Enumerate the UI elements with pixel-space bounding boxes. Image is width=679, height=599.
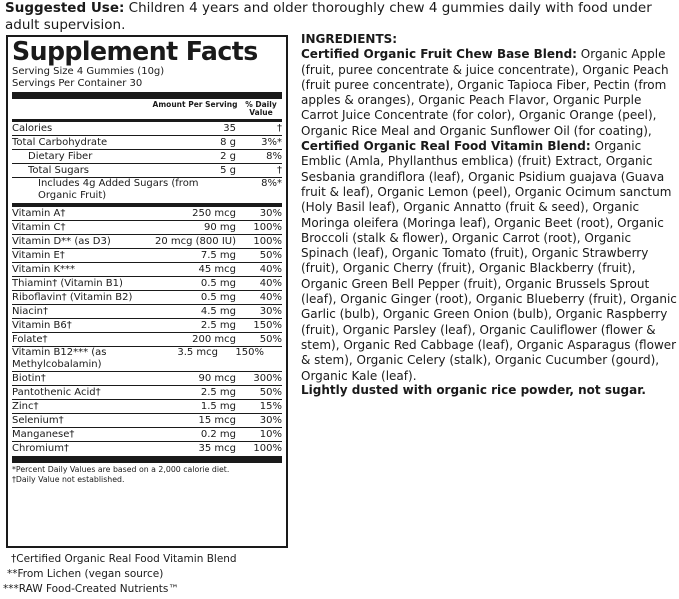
row-name: Folate†: [12, 334, 48, 345]
facts-row-vitamin-b12: [12, 346, 282, 371]
facts-row-total-sugars: [12, 163, 282, 177]
vitamin-blend-label: Certified Organic Real Food Vitamin Blend:: [301, 139, 591, 154]
row-dv: 3%*: [261, 137, 282, 148]
row-dv: 40%: [259, 264, 282, 275]
ingredients-heading: INGREDIENTS:: [301, 32, 398, 46]
supplement-facts-title: Supplement Facts: [12, 37, 258, 67]
row-dv: 40%: [259, 292, 282, 303]
row-name: Calories: [12, 123, 53, 134]
row-name: Riboflavin† (Vitamin B2): [12, 292, 133, 303]
facts-row-total-carbohydrate: [12, 135, 282, 149]
ingredients-block: [301, 32, 677, 384]
facts-row-added-sugars: [12, 177, 282, 202]
row-dv: 50%: [259, 387, 282, 398]
row-amount: 0.5 mg: [200, 292, 236, 303]
supplement-facts-panel: [6, 35, 288, 548]
row-amount: 250 mcg: [192, 208, 236, 219]
facts-row-manganese: [12, 427, 282, 441]
facts-row-vitamin-d: [12, 234, 282, 248]
row-amount: 200 mcg: [192, 334, 236, 345]
row-name: Vitamin E†: [12, 250, 65, 261]
note-organic-blend: †Certified Organic Real Food Vitamin Blend: [11, 553, 237, 565]
thick-divider: [12, 456, 282, 463]
suggested-use-text: Children 4 years and older thoroughly chew 4 gummies daily with food under adult supervision.: [5, 0, 652, 33]
row-name: Total Carbohydrate: [12, 137, 108, 148]
facts-row-calories: [12, 122, 282, 135]
suggested-use-label: Suggested Use:: [5, 0, 125, 16]
row-name: Vitamin K***: [12, 264, 76, 275]
row-name: Vitamin C†: [12, 222, 66, 233]
fruit-chew-blend-label: Certified Organic Fruit Chew Base Blend:: [301, 47, 577, 62]
dusted-note: Lightly dusted with organic rice powder, not sugar.: [301, 383, 646, 397]
row-name: Vitamin D** (as D3): [12, 236, 111, 247]
row-name: Includes 4g Added Sugars (from Organic Fruit): [38, 178, 199, 201]
facts-header: [12, 99, 282, 119]
row-dv: 150%: [253, 320, 282, 331]
row-name: Total Sugars: [28, 165, 90, 176]
row-dv: 50%: [259, 250, 282, 261]
header-daily-value: % Daily Value: [245, 100, 277, 117]
row-amount: 45 mcg: [198, 264, 236, 275]
row-amount: 5 g: [220, 165, 236, 176]
row-amount: 35 mcg: [198, 443, 236, 454]
facts-row-niacin: [12, 304, 282, 318]
row-name: Zinc†: [12, 401, 39, 412]
row-amount: 15 mcg: [198, 415, 236, 426]
facts-row-chromium: [12, 441, 282, 455]
facts-row-vitamin-k: [12, 262, 282, 276]
vitamin-blend-text: Organic Emblic (Amla, Phyllanthus emblica) (fruit) Extract, Organic Sesbania grandiflora (leaf), Organic Psidium guajava (Guava fruit & leaf), Organic Lemon (peel), Organic Ocimum sanctum (Holy Basil leaf), Organic Annatto (fruit & seed), Organic Moringa oleifera (Moringa leaf), Organic Beet (root), Organic Broccoli (stalk & flower), Organic Carrot (root), Organic Spinach (leaf), Organic Tomato (fruit), Organic Strawberry (fruit), Organic Cherry (fruit), Organic Blackberry (fruit), Organic Green Bell Pepper (fruit), Organic Brussels Sprout (leaf), Organic Ginger (root), Organic Blueberry (fruit), Organic Garlic (bulb), Organic Green Onion (bulb), Organic Raspberry (fruit), Organic Parsley (leaf), Organic Cauliflower (flower & stem), Organic Red Cabbage (leaf), Organic Asparagus (flower & stem), Organic Celery (stalk), Organic Cucumber (gourd), Organic Kale (leaf).: [301, 139, 677, 383]
facts-row-riboflavin: [12, 290, 282, 304]
row-amount: 20 mcg (800 IU): [154, 236, 236, 247]
footnote-daily-values: *Percent Daily Values are based on a 2,000 calorie diet.: [12, 465, 230, 474]
row-dv: 30%: [259, 208, 282, 219]
thick-divider: [12, 92, 282, 99]
row-amount: 0.5 mg: [200, 278, 236, 289]
row-dv: †: [277, 165, 282, 176]
facts-row-vitamin-e: [12, 248, 282, 262]
facts-row-zinc: [12, 399, 282, 413]
source-notes: [3, 552, 237, 597]
row-dv: 30%: [259, 306, 282, 317]
footnote-not-established: †Daily Value not established.: [12, 475, 125, 484]
row-dv: 30%: [259, 415, 282, 426]
row-name: Biotin†: [12, 373, 46, 384]
row-dv: 8%*: [261, 178, 282, 189]
row-amount: 90 mg: [204, 222, 236, 233]
row-dv: 8%: [266, 151, 282, 162]
row-name: Dietary Fiber: [28, 151, 93, 162]
row-amount: 90 mcg: [198, 373, 236, 384]
facts-row-vitamin-b6: [12, 318, 282, 332]
row-amount: 3.5 mcg: [177, 347, 218, 358]
row-name: Manganese†: [12, 429, 75, 440]
row-amount: 8 g: [220, 137, 236, 148]
row-dv: †: [277, 123, 282, 134]
row-name: Thiamin† (Vitamin B1): [12, 278, 123, 289]
row-dv: 50%: [259, 334, 282, 345]
row-dv: 15%: [259, 401, 282, 412]
row-amount: 2.5 mg: [200, 320, 236, 331]
row-name: Vitamin B12*** (as Methylcobalamin): [12, 347, 107, 370]
row-dv: 10%: [259, 429, 282, 440]
row-name: Pantothenic Acid†: [12, 387, 101, 398]
facts-row-vitamin-c: [12, 220, 282, 234]
facts-footnotes: [12, 463, 282, 485]
row-amount: 0.2 mg: [200, 429, 236, 440]
note-lichen: **From Lichen (vegan source): [7, 568, 164, 580]
facts-row-folate: [12, 332, 282, 346]
serving-size: Serving Size 4 Gummies (10g): [12, 66, 165, 77]
facts-row-biotin: [12, 371, 282, 385]
ingredients-text: [301, 47, 677, 384]
row-amount: 2 g: [220, 151, 236, 162]
row-dv: 40%: [259, 278, 282, 289]
header-amount: Amount Per Serving: [152, 100, 238, 109]
row-dv: 100%: [253, 236, 282, 247]
row-dv: 150%: [235, 347, 264, 358]
row-amount: 1.5 mg: [200, 401, 236, 412]
note-raw-food: ***RAW Food-Created Nutrients™: [3, 583, 179, 595]
row-name: Chromium†: [12, 443, 69, 454]
facts-row-thiamin: [12, 276, 282, 290]
fruit-chew-blend-text: Organic Apple (fruit, puree concentrate & juice concentrate), Organic Peach (fruit puree concentrate), Organic Tapioca Fiber, Pectin (from apples & oranges), Organic Peach Flavor, Organic Purple Carrot Juice Concentrate (for color), Organic Orange (peel), Organic Rice Meal and Organic Sunflower Oil (for coating),: [301, 47, 669, 138]
suggested-use: [5, 0, 675, 34]
row-dv: 300%: [253, 373, 282, 384]
row-name: Vitamin B6†: [12, 320, 72, 331]
row-amount: 4.5 mg: [200, 306, 236, 317]
row-amount: 2.5 mg: [200, 387, 236, 398]
facts-row-vitamin-a: [12, 207, 282, 220]
header-spacer: [12, 101, 150, 117]
row-name: Selenium†: [12, 415, 64, 426]
row-amount: 35: [223, 123, 236, 134]
row-dv: 100%: [253, 443, 282, 454]
row-dv: 100%: [253, 222, 282, 233]
facts-row-dietary-fiber: [12, 149, 282, 163]
row-name: Vitamin A†: [12, 208, 66, 219]
row-name: Niacin†: [12, 306, 49, 317]
facts-row-pantothenic-acid: [12, 385, 282, 399]
facts-row-selenium: [12, 413, 282, 427]
row-amount: 7.5 mg: [200, 250, 236, 261]
servings-per-container: Servings Per Container 30: [12, 78, 143, 89]
